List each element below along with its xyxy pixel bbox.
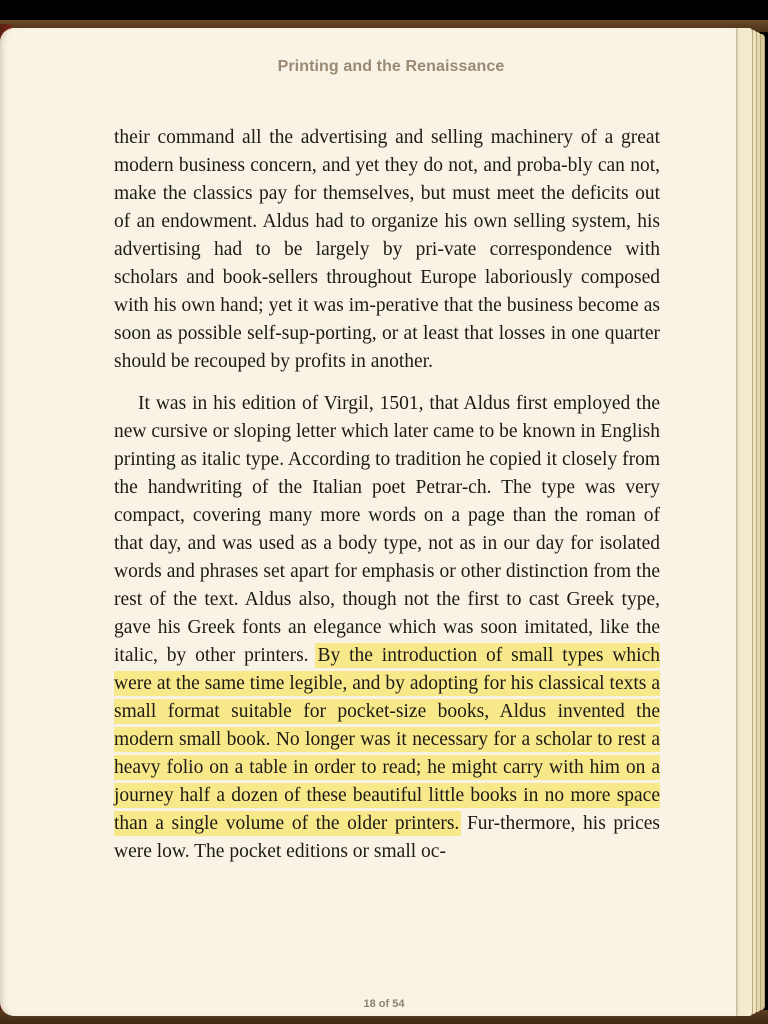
paragraph[interactable]	[114, 390, 660, 866]
paragraph[interactable]	[114, 124, 660, 376]
book-title[interactable]: Printing and the Renaissance	[277, 58, 505, 75]
paragraph-text[interactable]: Fur-thermore, his prices were low. The pocket editions or small oc-	[114, 813, 660, 862]
page-body-text[interactable]	[114, 124, 660, 880]
status-bar	[0, 0, 768, 20]
highlighted-passage[interactable]: By the introduction of small types which were at the same time legible, and by adopting for his classical texts a small format suitable for pocket-size books, Aldus invented the modern small book. No longer was it necessary for a scholar to rest a heavy folio on a table in order to read; he might carry with him on a journey half a dozen of these beautiful little books in no more space than a single volume of the older printers.	[114, 645, 660, 834]
paragraph-text[interactable]: their command all the advertising and selling machinery of a great modern business concern, and yet they do not, and proba-bly can not, make the classics pay for themselves, but must meet the deficits out of an endowment. Aldus had to organize his own selling system, his advertising had to be largely by pri-vate correspondence with scholars and book-sellers throughout Europe laboriously composed with his own hand; yet it was im-perative that the business become as soon as possible self-sup-porting, or at least that losses in one quarter should be recouped by profits in another.	[114, 127, 660, 372]
book-page[interactable]	[0, 28, 736, 1016]
paragraph-text[interactable]: It was in his edition of Virgil, 1501, that Aldus first employed the new cursive or sloping letter which later came to be known in English printing as italic type. According to tradition he copied it closely from the handwriting of the Italian poet Petrar-ch. The type was very compact, covering many more words on a page than the roman of that day, and was used as a body type, not as in our day for isolated words and phrases set apart for emphasis or other distinction from the rest of the text. Aldus also, though not the first to cast Greek type, gave his Greek fonts an elegance which was soon imitated, like the italic, by other printers.	[114, 393, 660, 666]
page-number-indicator: 18 of 54	[363, 998, 405, 1010]
